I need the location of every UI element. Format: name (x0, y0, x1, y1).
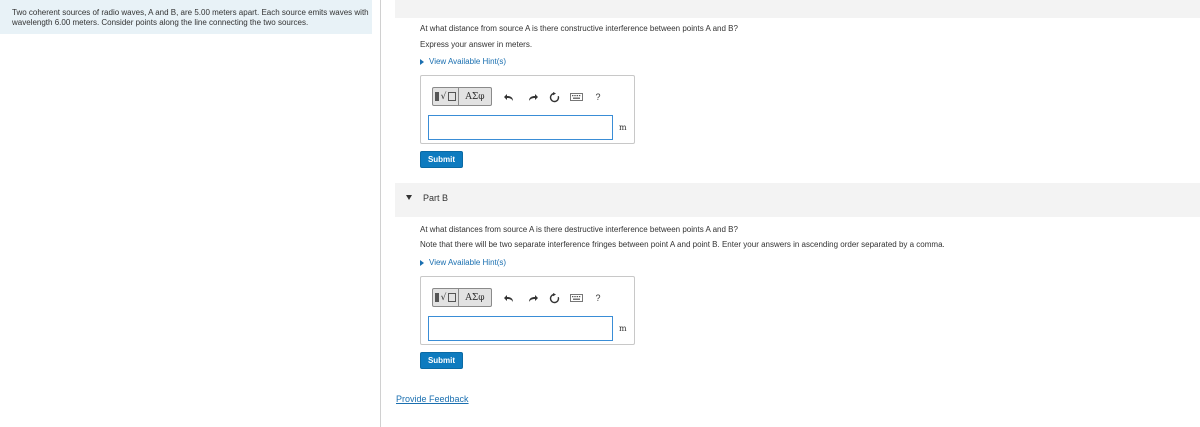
part-b-unit-label: m (619, 324, 627, 333)
part-a-hint-label: View Available Hint(s) (429, 57, 507, 66)
help-icon[interactable]: ? (595, 92, 601, 102)
part-b-toolbar (432, 288, 492, 307)
part-a-unit-label: m (619, 123, 627, 132)
part-b-question: At what distances from source A is there destructive interference between points A and B? (420, 225, 738, 234)
greek-letters-icon[interactable]: ΑΣφ (459, 87, 492, 106)
redo-icon[interactable] (527, 291, 539, 305)
part-b-submit-button[interactable]: Submit (420, 352, 463, 369)
part-a-question: At what distance from source A is there constructive interference between points A and B? (420, 24, 738, 33)
part-b-instruction: Note that there will be two separate interference fringes between point A and point B. Enter your answers in ascending order separated by a comma. (420, 240, 945, 249)
undo-icon[interactable] (503, 90, 515, 104)
part-a-toolbar (432, 87, 492, 106)
problem-text-line-2: wavelength 6.00 meters. Consider points along the line connecting the two sources. (12, 18, 309, 27)
problem-text-line-1: Two coherent sources of radio waves, A and B, are 5.00 meters apart. Each source emits waves with (12, 8, 369, 17)
undo-icon[interactable] (503, 291, 515, 305)
keyboard-icon[interactable] (569, 291, 583, 305)
expand-arrow-icon (420, 260, 424, 266)
part-a-hint-toggle[interactable] (420, 57, 506, 66)
greek-letters-icon[interactable]: ΑΣφ (459, 288, 492, 307)
redo-icon[interactable] (527, 90, 539, 104)
part-a-instruction: Express your answer in meters. (420, 40, 533, 49)
templates-icon[interactable]: √ (432, 87, 459, 106)
problem-statement (0, 0, 372, 34)
part-a-header (395, 0, 1200, 18)
part-a-answer-input[interactable] (428, 115, 613, 140)
part-b-header[interactable] (395, 183, 1200, 217)
part-a-submit-button[interactable]: Submit (420, 151, 463, 168)
part-a-answer-editor (420, 75, 635, 144)
keyboard-icon[interactable] (569, 90, 583, 104)
part-b-hint-toggle[interactable] (420, 258, 506, 267)
collapse-arrow-icon[interactable] (406, 195, 412, 200)
part-b-hint-label: View Available Hint(s) (429, 258, 507, 267)
templates-icon[interactable]: √ (432, 288, 459, 307)
part-b-answer-editor (420, 276, 635, 345)
help-icon[interactable]: ? (595, 293, 601, 303)
reset-icon[interactable] (547, 291, 561, 305)
provide-feedback-link[interactable]: Provide Feedback (396, 394, 469, 404)
part-b-label: Part B (423, 193, 449, 203)
part-b-answer-input[interactable] (428, 316, 613, 341)
panel-divider (380, 0, 381, 427)
expand-arrow-icon (420, 59, 424, 65)
reset-icon[interactable] (547, 90, 561, 104)
